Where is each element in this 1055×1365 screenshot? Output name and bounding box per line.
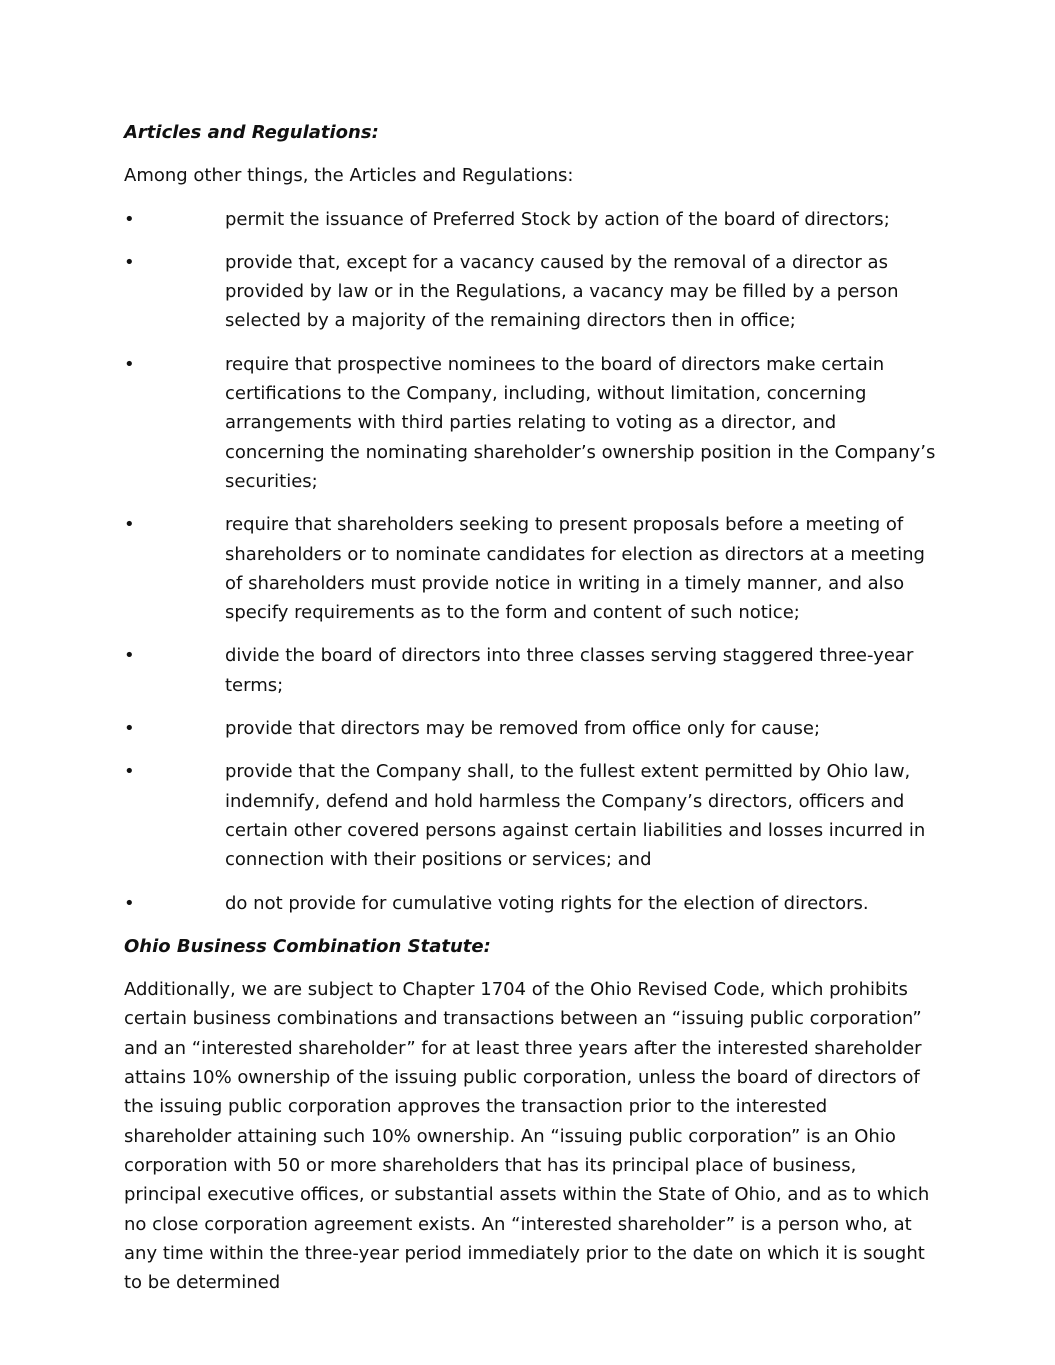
bullet-mark: •	[124, 761, 135, 783]
bullet-mark: •	[124, 353, 135, 375]
list-item-text: divide the board of directors into three classes serving staggered three-year terms;	[225, 645, 914, 696]
articles-heading: Articles and Regulations:	[124, 122, 379, 143]
list-item	[124, 889, 936, 918]
list-item	[124, 248, 936, 336]
bullet-mark: •	[124, 892, 135, 914]
articles-list	[124, 205, 936, 918]
list-item-text: require that shareholders seeking to present proposals before a meeting of shareholders or to nominate candidates for election as directors at a meeting of shareholders must provide notice in writing in a timely manner, and also specify requirements as to the form and content of such notice;	[225, 514, 925, 624]
list-item-text: provide that the Company shall, to the fullest extent permitted by Ohio law, indemnify, defend and hold harmless the Company’s directors, officers and certain other covered persons against certain liabilities and losses incurred in connection with their positions or services; and	[225, 761, 926, 871]
list-item-text: provide that, except for a vacancy caused by the removal of a director as provided by law or in the Regulations, a vacancy may be filled by a person selected by a majority of the remaining directors then in office;	[225, 251, 899, 332]
list-item	[124, 641, 936, 700]
ohio-heading: Ohio Business Combination Statute:	[124, 935, 491, 957]
list-item-text: do not provide for cumulative voting rights for the election of directors.	[225, 892, 869, 914]
list-item-text: require that prospective nominees to the board of directors make certain certifications to the Company, including, without limitation, concerning arrangements with third parties relating to voting as a director, and concerning the nominating shareholder’s ownership position in the Company’s securities;	[225, 353, 936, 492]
list-item-text: permit the issuance of Preferred Stock by action of the board of directors;	[225, 208, 890, 230]
bullet-mark: •	[124, 251, 135, 273]
list-item	[124, 714, 936, 743]
bullet-mark: •	[124, 208, 135, 230]
ohio-body: Additionally, we are subject to Chapter 1704 of the Ohio Revised Code, which prohibits certain business combinations and transactions between an “issuing public corporation” and an “interested shareholder” for at least three years after the interested shareholder attains 10% ownership of the issuing public corporation, unless the board of directors of the issuing public corporation approves the transaction prior to the interested shareholder attaining such 10% ownership. An “issuing public corporation” is an Ohio corporation with 50 or more shareholders that has its principal place of business, principal executive offices, or substantial assets within the State of Ohio, and as to which no close corporation agreement exists. An “interested shareholder” is a person who, at any time within the three-year period immediately prior to the date on which it is sought to be determined	[124, 979, 930, 1294]
list-item	[124, 510, 936, 627]
list-item-text: provide that directors may be removed from office only for cause;	[225, 718, 821, 740]
list-item	[124, 757, 936, 874]
bullet-mark: •	[124, 514, 135, 536]
articles-intro: Among other things, the Articles and Regulations:	[124, 165, 574, 187]
list-item	[124, 205, 936, 234]
bullet-mark: •	[124, 645, 135, 667]
document-page	[124, 118, 936, 1297]
bullet-mark: •	[124, 718, 135, 740]
list-item	[124, 350, 936, 496]
